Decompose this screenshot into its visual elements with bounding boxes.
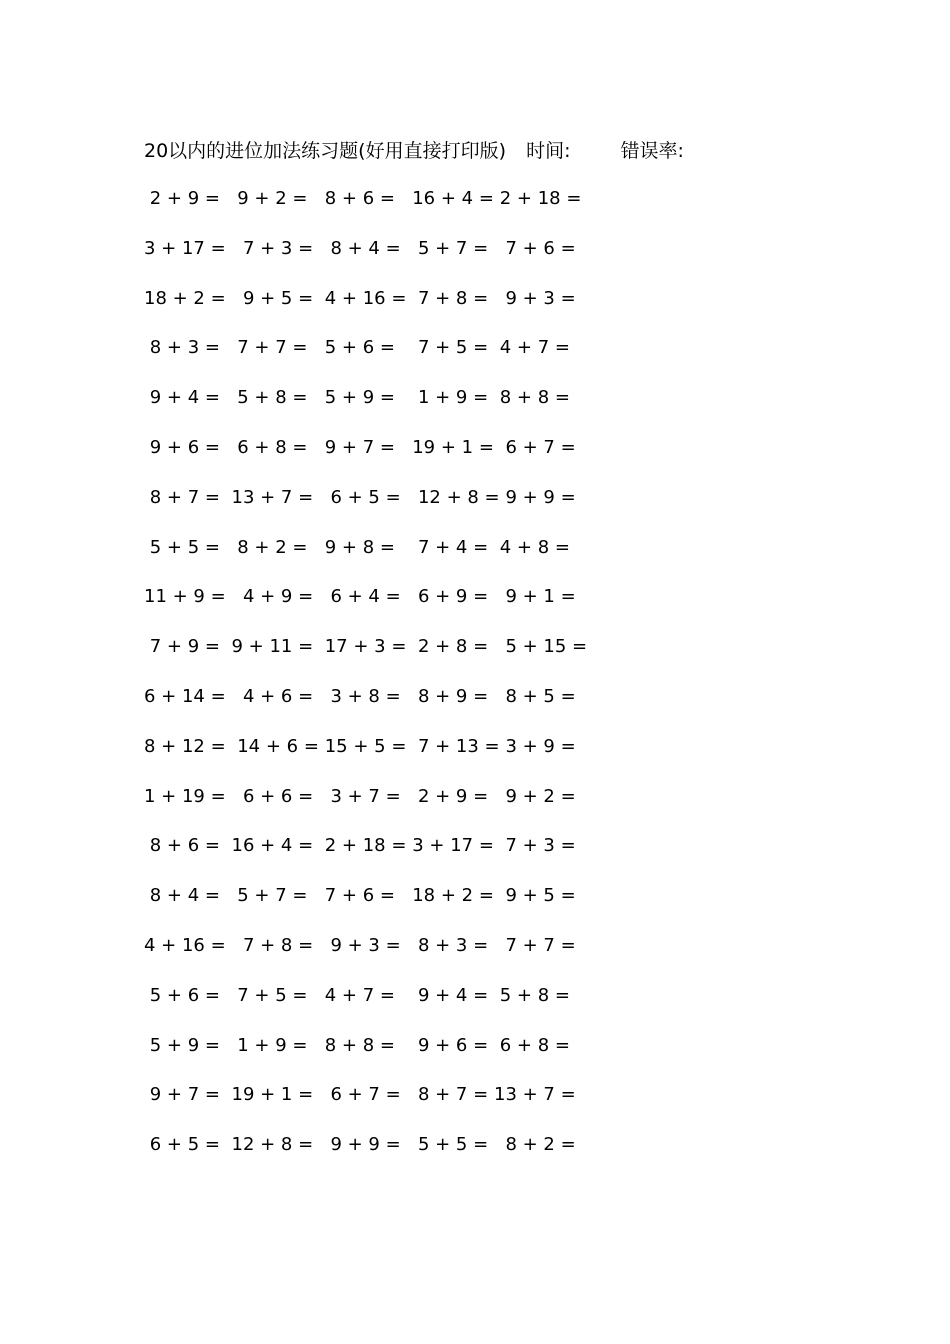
addition-problem: 15 + 5 =	[319, 735, 407, 757]
addition-problem: 3 + 9 =	[494, 735, 576, 757]
addition-problem: 5 + 7 =	[231, 885, 308, 907]
addition-problem: 4 + 7 =	[319, 984, 395, 1006]
addition-problem: 7 + 13 =	[406, 735, 500, 757]
addition-problem: 3 + 17 =	[144, 237, 226, 259]
problem-row	[144, 184, 582, 234]
addition-problem: 8 + 9 =	[406, 685, 489, 707]
addition-problem: 19 + 1 =	[231, 1084, 314, 1106]
addition-problem: 6 + 8 =	[231, 436, 308, 458]
addition-problem: 9 + 4 =	[144, 387, 220, 409]
problem-row	[144, 782, 582, 832]
addition-problem: 3 + 8 =	[319, 685, 401, 707]
addition-problem: 4 + 16 =	[319, 287, 407, 309]
addition-problem: 2 + 9 =	[144, 188, 220, 209]
addition-problem: 19 + 1 =	[406, 436, 494, 458]
problem-row	[144, 582, 582, 632]
addition-problem: 5 + 6 =	[319, 337, 395, 359]
problem-row	[144, 881, 582, 931]
addition-problem: 11 + 9 =	[144, 586, 226, 608]
addition-problem: 4 + 16 =	[144, 934, 226, 956]
problem-row	[144, 383, 582, 433]
addition-problem: 5 + 6 =	[144, 984, 220, 1006]
error-rate-label: 错误率:	[620, 140, 684, 162]
addition-problem: 4 + 6 =	[231, 685, 314, 707]
addition-problem: 6 + 6 =	[231, 785, 314, 807]
problem-row	[144, 732, 582, 782]
time-label: 时间:	[526, 140, 571, 162]
addition-problem: 7 + 5 =	[231, 984, 308, 1006]
addition-problem: 5 + 15 =	[494, 636, 588, 658]
addition-problem: 9 + 3 =	[494, 287, 576, 309]
addition-problem: 9 + 5 =	[494, 885, 576, 907]
addition-problem: 5 + 5 =	[406, 1134, 489, 1156]
addition-problem: 7 + 3 =	[494, 835, 576, 857]
addition-problem: 5 + 9 =	[319, 387, 395, 409]
addition-problem: 16 + 4 =	[406, 188, 494, 209]
addition-problem: 18 + 2 =	[144, 287, 226, 309]
addition-problem: 8 + 3 =	[144, 337, 220, 359]
addition-problem: 7 + 8 =	[406, 287, 489, 309]
addition-problem: 8 + 12 =	[144, 735, 226, 757]
addition-problem: 9 + 8 =	[319, 536, 395, 558]
problem-row	[144, 1031, 582, 1081]
addition-problem: 9 + 6 =	[406, 1034, 489, 1056]
problem-row	[144, 483, 582, 533]
addition-problem: 9 + 4 =	[406, 984, 489, 1006]
addition-problem: 5 + 8 =	[231, 387, 308, 409]
addition-problem: 9 + 2 =	[494, 785, 576, 807]
addition-problem: 7 + 6 =	[319, 885, 395, 907]
addition-problem: 8 + 6 =	[144, 835, 220, 857]
addition-problem: 1 + 19 =	[144, 785, 226, 807]
worksheet-title: 20以内的进位加法练习题(好用直接打印版)	[144, 140, 507, 162]
addition-problem: 12 + 8 =	[406, 486, 500, 508]
addition-problem: 6 + 5 =	[319, 486, 401, 508]
addition-problem: 8 + 5 =	[494, 685, 576, 707]
addition-problem: 7 + 5 =	[406, 337, 489, 359]
addition-problem: 8 + 2 =	[231, 536, 308, 558]
addition-problem: 2 + 8 =	[406, 636, 489, 658]
addition-problem: 13 + 7 =	[231, 486, 314, 508]
addition-problem: 6 + 7 =	[494, 436, 576, 458]
problem-row	[144, 1130, 582, 1180]
addition-problem: 16 + 4 =	[231, 835, 314, 857]
addition-problem: 7 + 7 =	[494, 934, 576, 956]
addition-problem: 5 + 7 =	[406, 237, 489, 259]
addition-problem: 3 + 17 =	[406, 835, 494, 857]
addition-problem: 8 + 8 =	[319, 1034, 395, 1056]
addition-problem: 9 + 9 =	[319, 1134, 401, 1156]
problem-row	[144, 1080, 582, 1130]
addition-problem: 8 + 2 =	[494, 1134, 576, 1156]
addition-problem: 4 + 9 =	[231, 586, 314, 608]
addition-problem: 9 + 2 =	[231, 188, 308, 209]
addition-problem: 6 + 7 =	[319, 1084, 401, 1106]
addition-problem: 7 + 7 =	[231, 337, 308, 359]
addition-problem: 5 + 8 =	[494, 984, 570, 1006]
addition-problem: 9 + 5 =	[231, 287, 314, 309]
problem-row	[144, 284, 582, 334]
addition-problem: 8 + 4 =	[319, 237, 401, 259]
addition-problem: 2 + 9 =	[406, 785, 489, 807]
addition-problem: 9 + 11 =	[231, 636, 314, 658]
problem-row	[144, 333, 582, 383]
addition-problem: 8 + 7 =	[406, 1084, 489, 1106]
addition-problem: 9 + 7 =	[144, 1084, 220, 1106]
addition-problem: 12 + 8 =	[231, 1134, 314, 1156]
addition-problem: 4 + 7 =	[494, 337, 570, 359]
problem-row	[144, 682, 582, 732]
addition-problem: 13 + 7 =	[494, 1084, 576, 1106]
addition-problem: 9 + 9 =	[494, 486, 576, 508]
addition-problem: 8 + 8 =	[494, 387, 570, 409]
addition-problem: 3 + 7 =	[319, 785, 401, 807]
addition-problem: 2 + 18 =	[319, 835, 407, 857]
addition-problem: 9 + 7 =	[319, 436, 395, 458]
addition-problem: 6 + 5 =	[144, 1134, 220, 1156]
worksheet-header	[144, 136, 684, 166]
problem-row	[144, 831, 582, 881]
addition-problem: 1 + 9 =	[231, 1034, 308, 1056]
addition-problem: 6 + 8 =	[494, 1034, 570, 1056]
addition-problem: 9 + 6 =	[144, 436, 220, 458]
problem-row	[144, 433, 582, 483]
addition-problem: 1 + 9 =	[406, 387, 489, 409]
addition-problem: 8 + 3 =	[406, 934, 489, 956]
addition-problem: 7 + 9 =	[144, 636, 220, 658]
addition-problem: 2 + 18 =	[494, 188, 582, 209]
addition-problem: 9 + 3 =	[319, 934, 401, 956]
addition-problem: 7 + 8 =	[231, 934, 314, 956]
problem-row	[144, 234, 582, 284]
addition-problem: 6 + 14 =	[144, 685, 226, 707]
problem-row	[144, 533, 582, 583]
addition-problem: 6 + 4 =	[319, 586, 401, 608]
addition-problem: 18 + 2 =	[406, 885, 494, 907]
addition-problem: 17 + 3 =	[319, 636, 407, 658]
addition-problem: 8 + 6 =	[319, 188, 395, 209]
problem-grid	[144, 184, 588, 1180]
addition-problem: 6 + 9 =	[406, 586, 489, 608]
addition-problem: 4 + 8 =	[494, 536, 570, 558]
addition-problem: 5 + 5 =	[144, 536, 220, 558]
problem-row	[144, 981, 582, 1031]
addition-problem: 7 + 4 =	[406, 536, 489, 558]
addition-problem: 8 + 4 =	[144, 885, 220, 907]
problem-row	[144, 931, 582, 981]
addition-problem: 14 + 6 =	[231, 735, 319, 757]
addition-problem: 8 + 7 =	[144, 486, 220, 508]
addition-problem: 5 + 9 =	[144, 1034, 220, 1056]
addition-problem: 9 + 1 =	[494, 586, 576, 608]
problem-row	[144, 632, 588, 682]
addition-problem: 7 + 6 =	[494, 237, 576, 259]
addition-problem: 7 + 3 =	[231, 237, 314, 259]
